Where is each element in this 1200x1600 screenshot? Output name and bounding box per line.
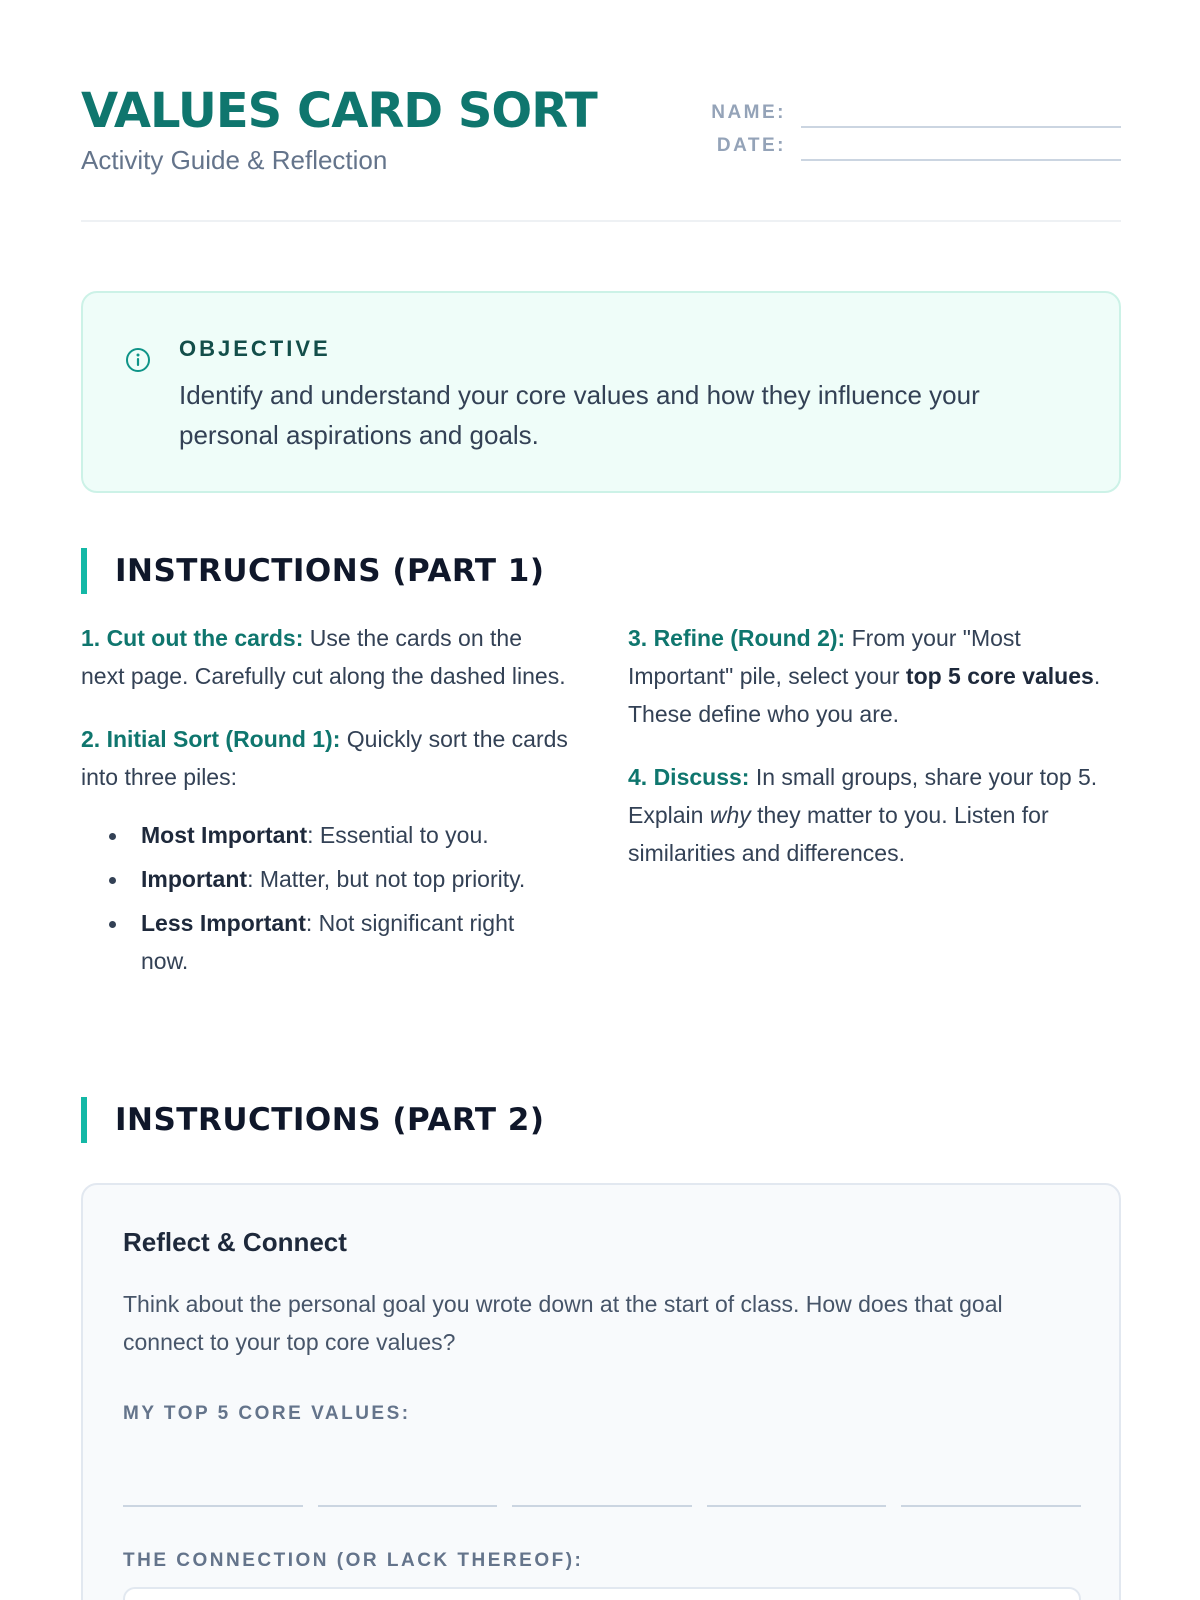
pile-list xyxy=(107,816,571,980)
pile-name: Less Important xyxy=(141,910,306,936)
step-3 xyxy=(628,619,1118,733)
step-3-text-a: From your "Most Important" pile, select your xyxy=(628,625,1021,689)
pile-desc: : Matter, but not top priority. xyxy=(247,866,526,892)
date-label: DATE: xyxy=(716,135,786,156)
date-input-line[interactable] xyxy=(801,137,1121,161)
objective-text: Identify and understand your core values and how they influence your personal aspirations and goals. xyxy=(179,380,980,450)
objective-callout xyxy=(81,291,1121,493)
section-heading-part1: INSTRUCTIONS (PART 1) xyxy=(81,548,545,594)
objective-title: OBJECTIVE xyxy=(179,336,331,361)
top-values-lines xyxy=(123,1503,1081,1507)
list-item xyxy=(107,904,567,980)
connection-answer-box[interactable] xyxy=(123,1587,1081,1600)
step-1 xyxy=(81,619,571,695)
step-3-bold: top 5 core values xyxy=(905,663,1094,689)
info-icon xyxy=(125,347,151,373)
name-field[interactable] xyxy=(691,98,1121,128)
step-1-label: 1. Cut out the cards: xyxy=(81,625,304,651)
reflection-card xyxy=(81,1183,1121,1600)
step-4-text-b: they matter to you. Listen for similarities and differences. xyxy=(628,802,1049,866)
section-heading-part2: INSTRUCTIONS (PART 2) xyxy=(81,1097,545,1143)
value-line-3[interactable] xyxy=(512,1503,692,1507)
list-item xyxy=(107,860,571,898)
step-3-label: 3. Refine (Round 2): xyxy=(628,625,846,651)
pile-desc: : Not significant right now. xyxy=(141,910,515,974)
step-2-text: Quickly sort the cards into three piles: xyxy=(81,726,568,790)
step-2-label: 2. Initial Sort (Round 1): xyxy=(81,726,341,752)
step-1-text: Use the cards on the next page. Carefully cut along the dashed lines. xyxy=(81,625,566,689)
page-header xyxy=(81,80,1121,222)
value-line-5[interactable] xyxy=(901,1503,1081,1507)
step-4-italic: why xyxy=(709,802,751,828)
step-4-text-a: In small groups, share your top 5. Explain xyxy=(628,764,1098,828)
page-subtitle: Activity Guide & Reflection xyxy=(81,145,388,175)
pile-name: Most Important xyxy=(141,822,308,848)
connection-label: THE CONNECTION (OR LACK THEREOF): xyxy=(123,1550,584,1571)
instructions-left-column xyxy=(81,619,571,986)
value-line-2[interactable] xyxy=(318,1503,498,1507)
step-4-label: 4. Discuss: xyxy=(628,764,750,790)
list-item xyxy=(107,816,571,854)
value-line-4[interactable] xyxy=(707,1503,887,1507)
reflection-title: Reflect & Connect xyxy=(123,1227,347,1257)
pile-name: Important xyxy=(141,866,248,892)
page-title: VALUES CARD SORT xyxy=(81,83,597,139)
pile-desc: : Essential to you. xyxy=(307,822,489,848)
instructions-right-column xyxy=(628,619,1118,897)
step-2 xyxy=(81,720,571,796)
date-field[interactable] xyxy=(691,131,1121,161)
name-input-line[interactable] xyxy=(801,104,1121,128)
step-4 xyxy=(628,758,1118,872)
value-line-1[interactable] xyxy=(123,1503,303,1507)
step-3-text-b: . These define who you are. xyxy=(628,663,1101,727)
name-label: NAME: xyxy=(711,102,786,123)
top-values-label: MY TOP 5 CORE VALUES: xyxy=(123,1403,411,1424)
reflection-prompt: Think about the personal goal you wrote down at the start of class. How does that goal connect to your top core values? xyxy=(123,1291,1003,1355)
